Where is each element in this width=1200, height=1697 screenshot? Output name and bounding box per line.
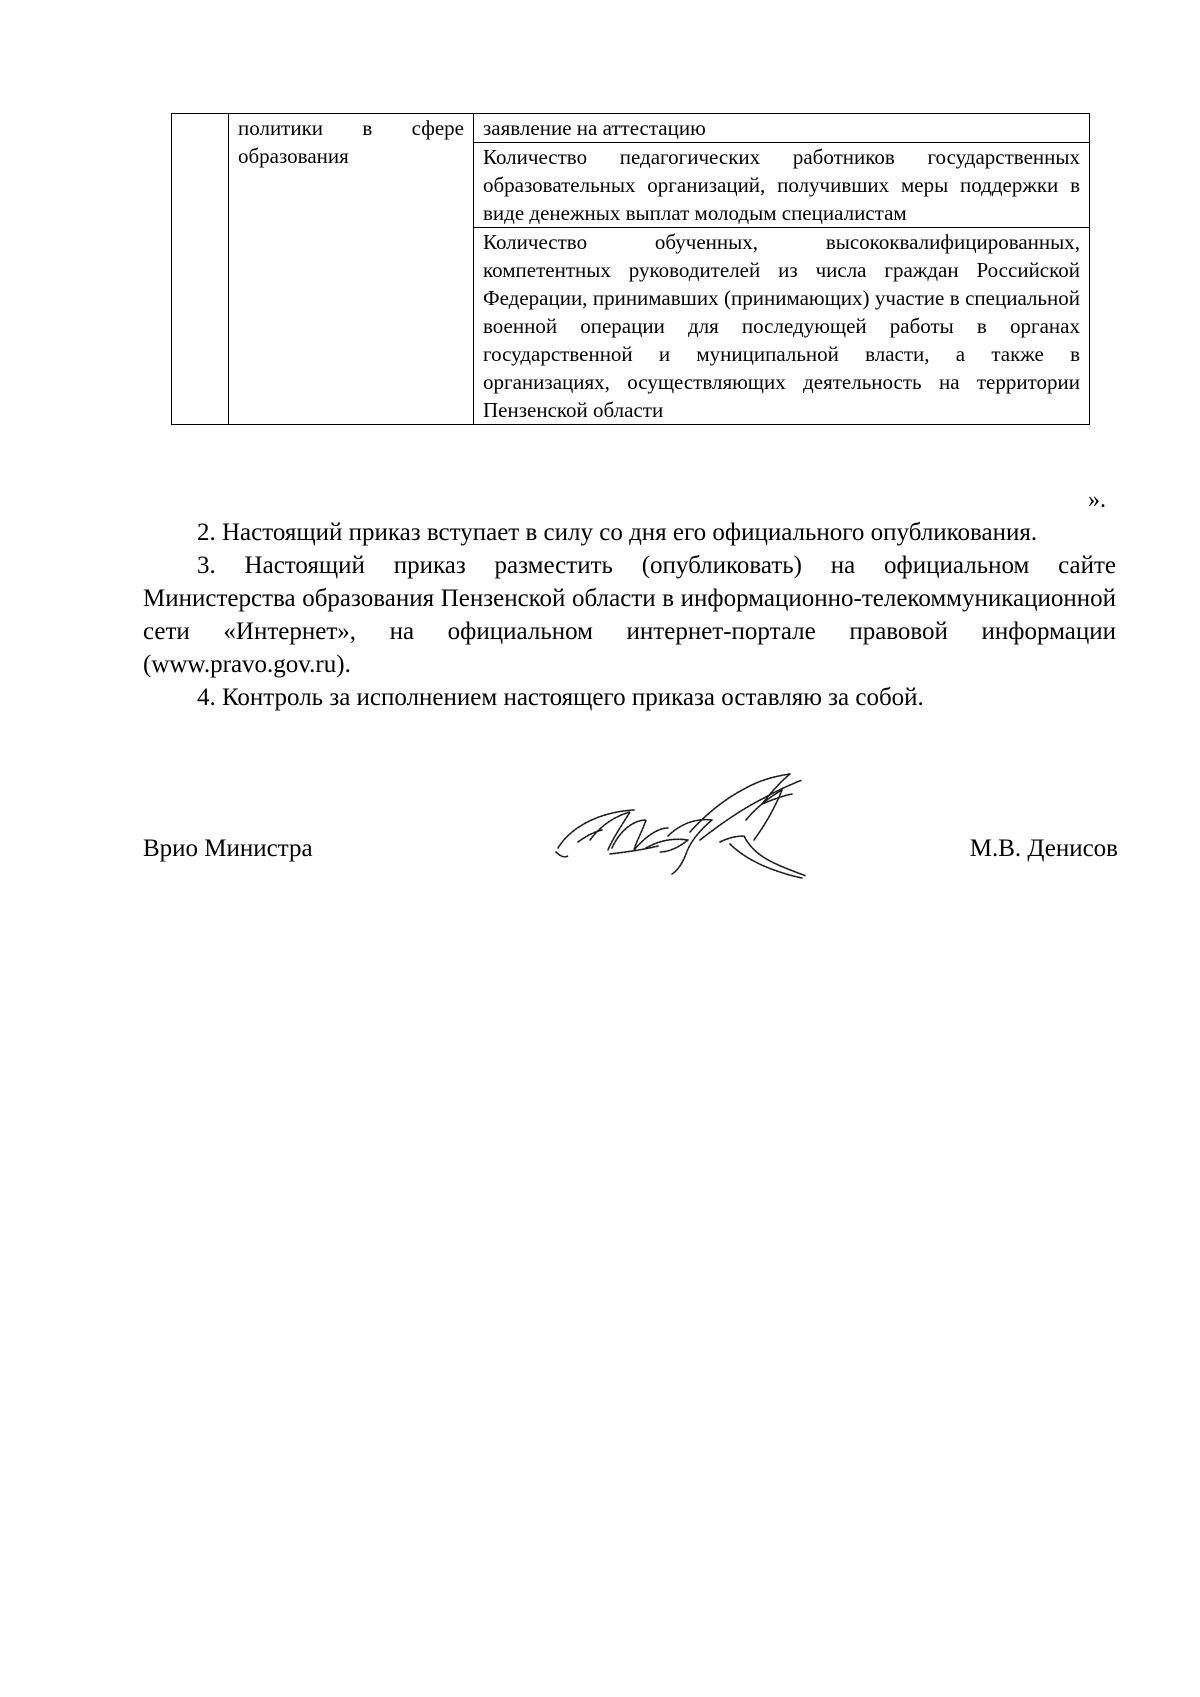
- table-cell-number: [172, 114, 229, 425]
- paragraph-3: 3. Настоящий приказ разместить (опубликовать) на официальном сайте Министерства образования Пензенской области в информационно-телекоммуникационной сети «Интернет», на официальном интернет-портале правовой информации (www.pravo.gov.ru).: [143, 552, 1116, 678]
- table-cell-indicator: Количество обученных, высококвалифицированных, компетентных руководителей из числа граждан Российской Федерации, принимавших (принимающих) участие в специальной военной операции для последующей работы в органах государственной и муниципальной власти, а также в организациях, осуществляющих деятельность на территории Пензенской области: [474, 228, 1090, 425]
- paragraph-4: 4. Контроль за исполнением настоящего приказа оставляю за собой.: [197, 684, 924, 711]
- topic-word: сфере: [411, 116, 464, 140]
- topic-first-line: [238, 114, 464, 142]
- order-paragraphs: [143, 516, 1116, 714]
- table-cell-topic: [229, 114, 474, 425]
- table-row: [172, 114, 1090, 143]
- topic-second-line: образования: [238, 144, 349, 168]
- table-cell-indicator: Количество педагогических работников государственных образовательных организаций, получивших меры поддержки в виде денежных выплат молодым специалистам: [474, 143, 1090, 228]
- topic-word: политики: [238, 116, 324, 140]
- topic-word: в: [362, 116, 373, 140]
- indicators-table: [171, 113, 1090, 425]
- signatory-position: Врио Министра: [143, 835, 313, 862]
- closing-quote: ».: [1088, 487, 1106, 513]
- table-cell-indicator: заявление на аттестацию: [474, 114, 1090, 143]
- paragraph-2: 2. Настоящий приказ вступает в силу со дня его официального опубликования.: [197, 519, 1038, 546]
- signatory-name: М.В. Денисов: [969, 835, 1118, 862]
- handwritten-signature: [550, 770, 820, 882]
